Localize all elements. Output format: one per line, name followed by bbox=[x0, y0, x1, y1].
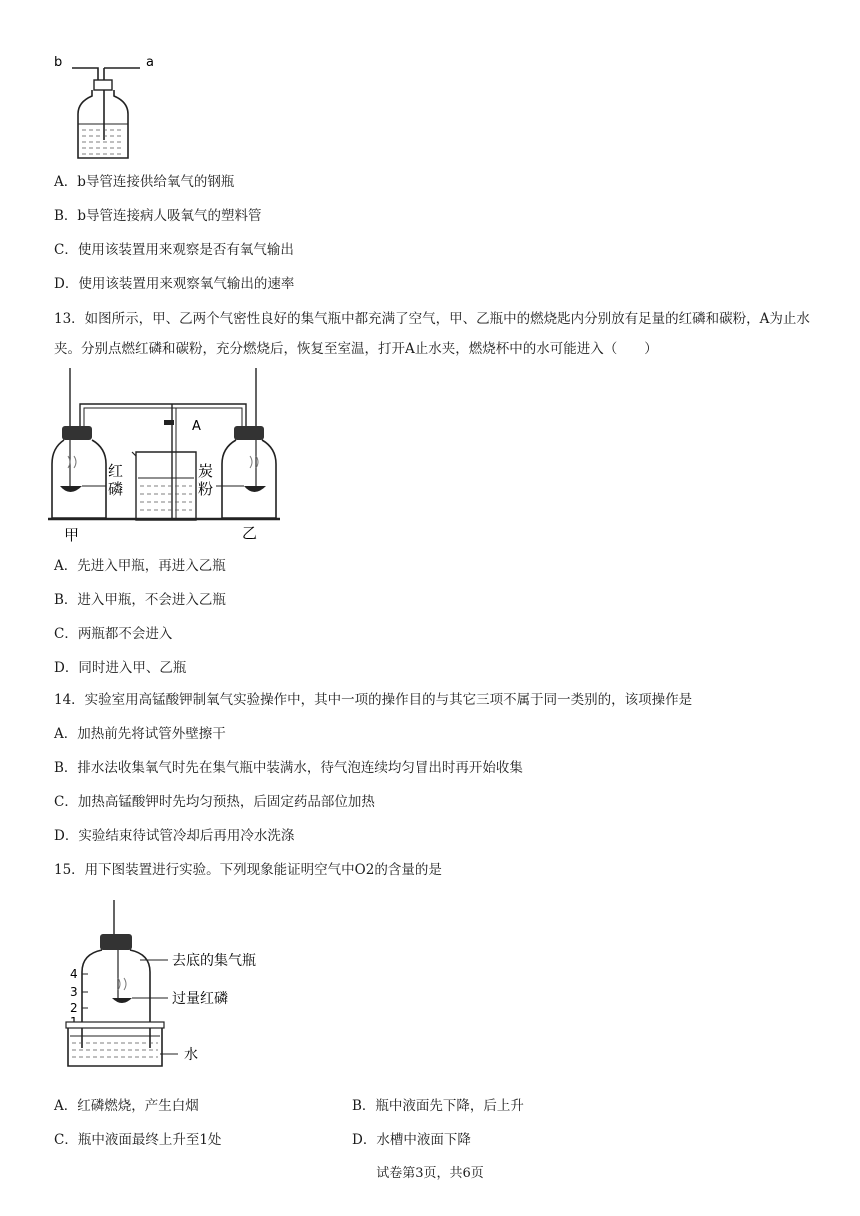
q14-option-c: C．加热高锰酸钾时先均匀预热，后固定药品部位加热 bbox=[54, 794, 375, 810]
q13-option-c: C．两瓶都不会进入 bbox=[54, 626, 173, 642]
q13-right-bottle-label: 乙 bbox=[242, 524, 258, 542]
q13-stem: 13．如图所示，甲、乙两个气密性良好的集气瓶中都充满了空气，甲、乙瓶中的燃烧匙内分别放有足量的红磷和碳粉，A为止水夹。分别点燃红磷和碳粉，充分燃烧后，恢复至室温，打开A止水夹，燃烧杯中的水可能进入（ ） bbox=[54, 311, 810, 357]
q15-option-d: D．水槽中液面下降 bbox=[352, 1132, 471, 1148]
q14-option-d: D．实验结束待试管冷却后再用冷水洗涤 bbox=[54, 828, 295, 844]
q15-mark-4: 4 bbox=[70, 967, 78, 981]
q15-option-b: B．瓶中液面先下降，后上升 bbox=[352, 1098, 524, 1114]
q13-option-d: D．同时进入甲、乙瓶 bbox=[54, 660, 187, 676]
q12-label-b: b bbox=[54, 55, 63, 70]
q14-option-b: B．排水法收集氧气时先在集气瓶中装满水，待气泡连续均匀冒出时再开始收集 bbox=[54, 760, 523, 776]
q13-option-b: B．进入甲瓶，不会进入乙瓶 bbox=[54, 592, 226, 608]
q15-mark-3: 3 bbox=[70, 985, 78, 999]
q15-option-c: C．瓶中液面最终上升至1处 bbox=[54, 1132, 222, 1148]
q15-option-a: A．红磷燃烧，产生白烟 bbox=[54, 1098, 199, 1114]
q15-stem: 15．用下图装置进行实验。下列现象能证明空气中O2的含量的是 bbox=[54, 862, 442, 878]
q15-water-label: 水 bbox=[184, 1047, 198, 1063]
q13-option-a: A．先进入甲瓶，再进入乙瓶 bbox=[54, 558, 226, 574]
q13-clamp-label: A bbox=[192, 419, 201, 434]
q13-left-substance-2: 磷 bbox=[108, 480, 124, 498]
q12-option-d: D．使用该装置用来观察氧气输出的速率 bbox=[54, 276, 295, 292]
q13-right-substance-2: 粉 bbox=[198, 480, 214, 498]
q15-jar-trough-figure bbox=[60, 898, 290, 1076]
q12-option-a: A．b导管连接供给氧气的钢瓶 bbox=[54, 174, 235, 190]
q12-option-b: B．b导管连接病人吸氧气的塑料管 bbox=[54, 208, 262, 224]
q15-mark-2: 2 bbox=[70, 1001, 78, 1015]
q12-option-c: C．使用该装置用来观察是否有氧气输出 bbox=[54, 242, 294, 258]
q13-left-substance-1: 红 bbox=[108, 462, 124, 480]
q14-option-a: A．加热前先将试管外壁擦干 bbox=[54, 726, 226, 742]
page-footer: 试卷第3页，共6页 bbox=[376, 1166, 484, 1181]
q15-phosphorus-label: 过量红磷 bbox=[172, 991, 228, 1007]
q13-left-bottle-label: 甲 bbox=[64, 526, 80, 544]
q14-stem: 14．实验室用高锰酸钾制氧气实验操作中，其中一项的操作目的与其它三项不属于同一类别的，该项操作是 bbox=[54, 692, 693, 708]
q13-right-substance-1: 炭 bbox=[198, 462, 214, 480]
q15-jar-label: 去底的集气瓶 bbox=[172, 953, 256, 969]
q13-two-bottles-figure bbox=[46, 368, 286, 546]
q12-gas-bottle-figure bbox=[48, 52, 168, 164]
q12-label-a: a bbox=[146, 55, 154, 70]
